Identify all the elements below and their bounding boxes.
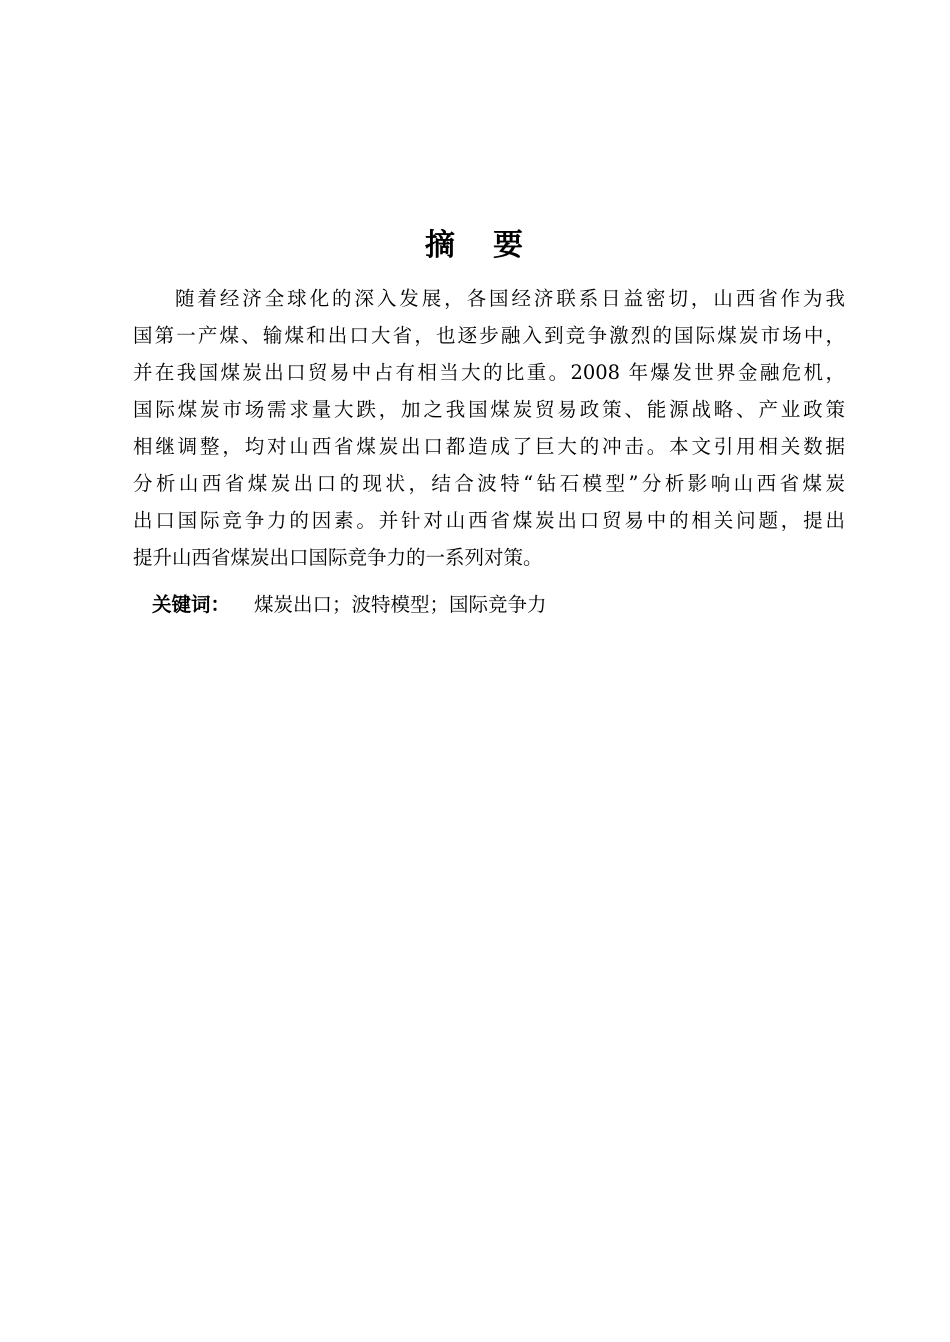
paragraph-line-7: 出口国际竞争力的因素。并针对山西省煤炭出口贸易中的相关问题，提出 <box>133 509 845 532</box>
keywords-line <box>152 586 547 623</box>
keywords-text: 煤炭出口；波特模型；国际竞争力 <box>254 593 547 616</box>
paragraph-line-6: 分析山西省煤炭出口的现状，结合波特“钻石模型”分析影响山西省煤炭 <box>133 472 845 495</box>
abstract-title-char-1: 摘 <box>425 228 457 263</box>
paragraph-line-5: 相继调整，均对山西省煤炭出口都造成了巨大的冲击。本文引用相关数据 <box>133 435 845 458</box>
paragraph-line-8: 提升山西省煤炭出口国际竞争力的一系列对策。 <box>133 546 543 569</box>
paragraph-line-1: 随着经济全球化的深入发展，各国经济联系日益密切，山西省作为我 <box>175 287 845 310</box>
paragraph-line-3: 并在我国煤炭出口贸易中占有相当大的比重。2008 年爆发世界金融危机， <box>133 361 845 384</box>
abstract-paragraph <box>133 280 845 576</box>
keywords-label: 关键词： <box>152 593 231 616</box>
abstract-title <box>0 224 950 268</box>
paragraph-line-4: 国际煤炭市场需求量大跌，加之我国煤炭贸易政策、能源战略、产业政策 <box>133 398 845 421</box>
paragraph-line-2: 国第一产煤、输煤和出口大省，也逐步融入到竞争激烈的国际煤炭市场中， <box>133 324 845 347</box>
abstract-title-char-2: 要 <box>493 228 525 263</box>
